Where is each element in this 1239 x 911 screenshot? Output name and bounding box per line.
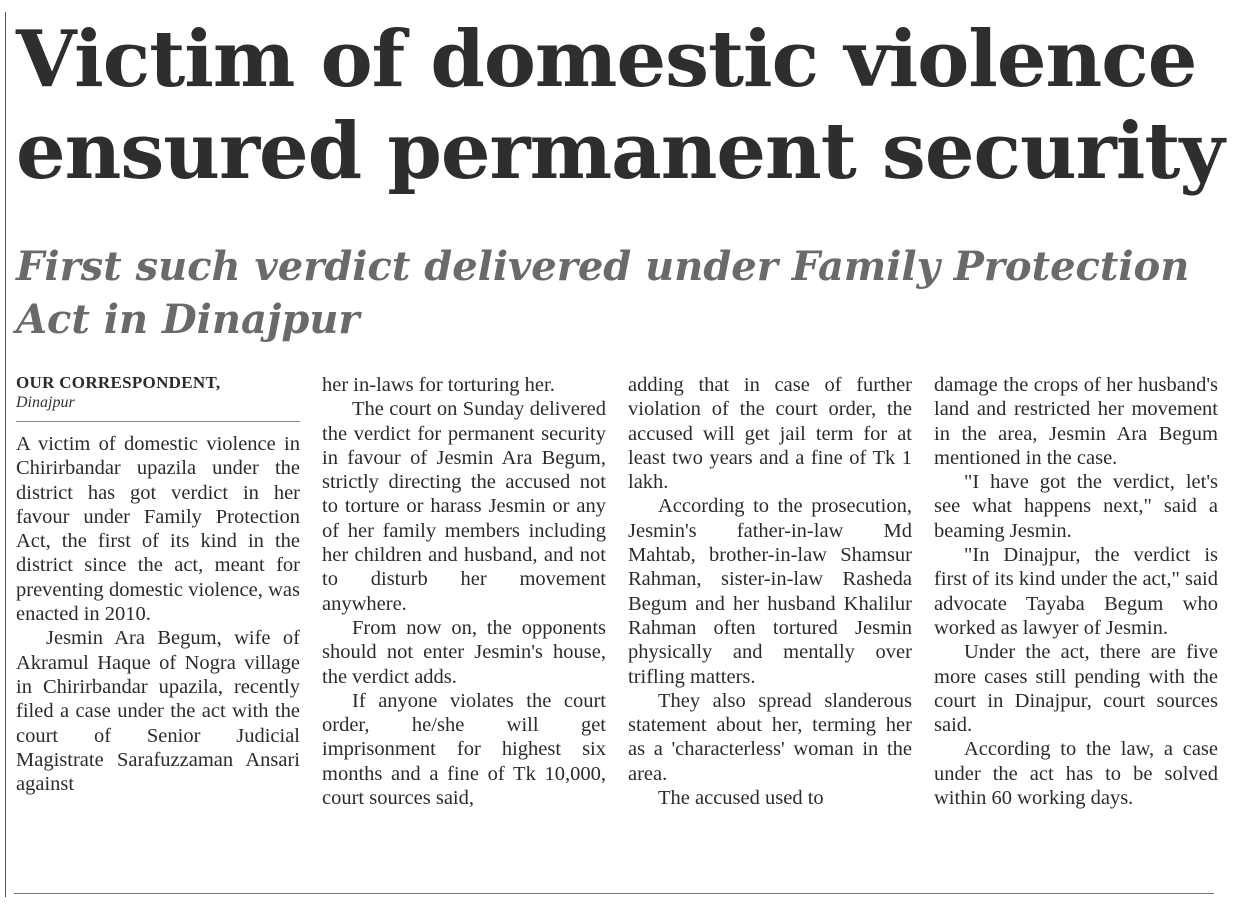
paragraph-1: A victim of domestic violence in Chirirbandar upazila under the district has got verdict in her favour under Family Protection Act, the first of its kind in the district since the act, meant for preventing domestic violence, was enacted in 2010.: [16, 433, 300, 626]
paragraph-9: "I have got the verdict, let's see what happens next," said a beaming Jesmin.: [934, 471, 1218, 542]
paragraph-2-continued: her in-laws for torturing her.: [322, 374, 555, 396]
paragraph-12: According to the law, a case under the act has to be solved within 60 working days.: [934, 738, 1218, 810]
article-column-3: [628, 373, 912, 810]
left-border-rule: [5, 12, 6, 897]
paragraph-5: If anyone violates the court order, he/she will get imprisonment for highest six months and a fine of Tk 10,000, court sources said,: [322, 689, 606, 810]
paragraph-2: Jesmin Ara Begum, wife of Akramul Haque of Nogra village in Chirirbandar upazila, recently filed a case under the act with the court of Senior Judicial Magistrate Sarafuzzaman Ansari against: [16, 627, 300, 796]
byline-location: Dinajpur: [16, 394, 75, 411]
paragraph-4: From now on, the opponents should not enter Jesmin's house, the verdict adds.: [322, 616, 606, 688]
paragraph-11: Under the act, there are five more cases still pending with the court in Dinajpur, court sources said.: [934, 641, 1218, 737]
article-column-1: [16, 373, 300, 796]
paragraph-10: "In Dinajpur, the verdict is first of its kind under the act," said advocate Tayaba Begum who worked as lawyer of Jesmin.: [934, 544, 1218, 639]
byline-author: OUR CORRESPONDENT,: [16, 373, 221, 392]
headline-line-2: ensured permanent security: [16, 106, 1224, 197]
headline: [16, 14, 1231, 198]
subheadline-line-2: Act in Dinajpur: [16, 296, 360, 343]
byline-divider: [16, 421, 300, 422]
subheadline-line-1: First such verdict delivered under Family Protection: [16, 243, 1190, 290]
paragraph-5-continued: adding that in case of further violation of the court order, the accused will get jail term for at least two years and a fine of Tk 1 lakh.: [628, 374, 912, 494]
article-column-2: [322, 373, 606, 810]
paragraph-8: The accused used to: [658, 787, 824, 810]
headline-line-1: Victim of domestic violence: [16, 14, 1197, 105]
paragraph-7: They also spread slanderous statement about her, terming her as a 'characterless' woman in the area.: [628, 689, 912, 785]
paragraph-6: According to the prosecution, Jesmin's father-in-law Md Mahtab, brother-in-law Shamsur Rahman, sister-in-law Rasheda Begum and her husband Khalilur Rahman often tortured Jesmin physically and mentally over trifling matters.: [628, 495, 912, 688]
subheadline: [16, 240, 1231, 346]
paragraph-3: The court on Sunday delivered the verdict for permanent security in favour of Jesmin Ara Begum, strictly directing the accused not to torture or harass Jesmin or any of her family members including her children and husband, and not to disturb her movement anywhere.: [322, 398, 606, 615]
bottom-border-rule: [14, 893, 1214, 894]
paragraph-8-continued: damage the crops of her husband's land and restricted her movement in the area, Jesmin Ara Begum mentioned in the case.: [934, 374, 1218, 469]
article-column-4: [934, 373, 1218, 810]
